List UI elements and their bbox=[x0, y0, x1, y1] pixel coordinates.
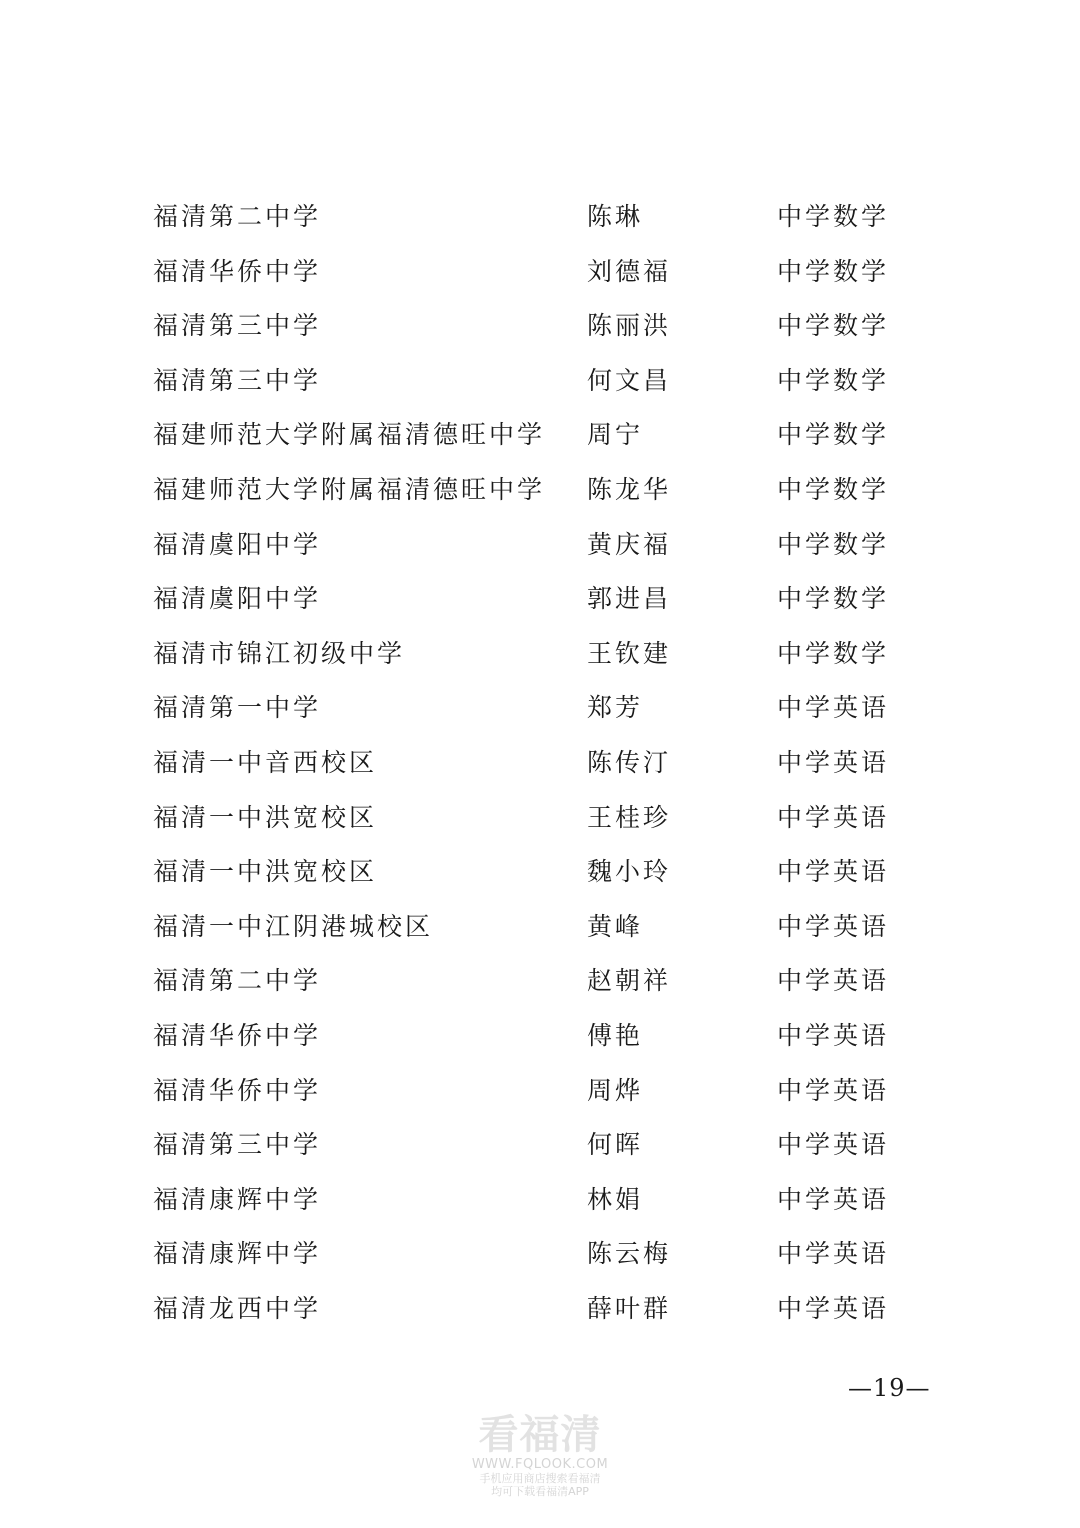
teacher-name: 林娟 bbox=[587, 1184, 644, 1214]
teacher-name: 陈传汀 bbox=[587, 747, 672, 777]
watermark-line-2: 均可下载看福清APP bbox=[491, 1484, 589, 1498]
subject-name: 中学数学 bbox=[777, 256, 890, 286]
school-name: 福清第二中学 bbox=[153, 202, 322, 231]
watermark bbox=[440, 1412, 640, 1498]
school-name: 福清虞阳中学 bbox=[153, 529, 322, 559]
subject-name: 中学英语 bbox=[777, 911, 890, 941]
table-row bbox=[0, 354, 1080, 409]
subject-name: 中学数学 bbox=[777, 311, 890, 341]
table-row bbox=[0, 1282, 1080, 1337]
school-name: 福清第二中学 bbox=[153, 966, 322, 996]
teacher-name: 郑芳 bbox=[587, 693, 644, 723]
table-row bbox=[0, 1227, 1080, 1282]
subject-name: 中学英语 bbox=[777, 1020, 890, 1050]
teacher-name: 何文昌 bbox=[587, 365, 672, 395]
subject-name: 中学数学 bbox=[777, 529, 890, 559]
table-row bbox=[0, 1173, 1080, 1228]
subject-name: 中学英语 bbox=[777, 1130, 890, 1160]
watermark-title: 看福清 bbox=[478, 1412, 602, 1458]
table-row bbox=[0, 736, 1080, 791]
table-row bbox=[0, 954, 1080, 1009]
teacher-name: 陈丽洪 bbox=[587, 311, 672, 341]
school-name: 福清华侨中学 bbox=[153, 1020, 322, 1050]
school-name: 福清一中江阴港城校区 bbox=[153, 911, 434, 941]
teacher-name: 陈龙华 bbox=[587, 474, 672, 504]
subject-name: 中学英语 bbox=[777, 1293, 890, 1323]
teacher-name: 周烨 bbox=[587, 1075, 644, 1105]
teacher-name: 陈琳 bbox=[587, 202, 644, 231]
watermark-url: WWW.FQLOOK.COM bbox=[471, 1457, 609, 1472]
teacher-name: 黄峰 bbox=[587, 911, 644, 941]
teacher-name: 王钦建 bbox=[587, 638, 672, 668]
school-name: 福清一中洪宽校区 bbox=[153, 857, 378, 887]
table-row bbox=[0, 299, 1080, 354]
table-row bbox=[0, 463, 1080, 518]
subject-name: 中学英语 bbox=[777, 1184, 890, 1214]
teacher-name: 薛叶群 bbox=[587, 1293, 672, 1323]
school-name: 福建师范大学附属福清德旺中学 bbox=[153, 420, 546, 450]
teacher-name: 周宁 bbox=[587, 420, 644, 450]
teacher-name: 陈云梅 bbox=[587, 1239, 672, 1269]
school-name: 福清第三中学 bbox=[153, 365, 322, 395]
school-name: 福清第三中学 bbox=[153, 1130, 322, 1160]
school-name: 福建师范大学附属福清德旺中学 bbox=[153, 474, 546, 504]
table-row bbox=[0, 627, 1080, 682]
table-row bbox=[0, 845, 1080, 900]
table-row bbox=[0, 190, 1080, 245]
subject-name: 中学数学 bbox=[777, 638, 890, 668]
school-name: 福清一中音西校区 bbox=[153, 747, 378, 777]
subject-name: 中学数学 bbox=[777, 474, 890, 504]
school-name: 福清华侨中学 bbox=[153, 1075, 322, 1105]
table-row bbox=[0, 408, 1080, 463]
subject-name: 中学英语 bbox=[777, 1075, 890, 1105]
watermark-line-1: 手机应用商店搜索看福清 bbox=[479, 1471, 601, 1485]
teacher-name: 魏小玲 bbox=[587, 857, 672, 887]
school-name: 福清一中洪宽校区 bbox=[153, 802, 378, 832]
subject-name: 中学英语 bbox=[777, 802, 890, 832]
school-name: 福清第一中学 bbox=[153, 693, 322, 723]
subject-name: 中学英语 bbox=[777, 693, 890, 723]
table-row bbox=[0, 1064, 1080, 1119]
school-name: 福清龙西中学 bbox=[153, 1293, 322, 1323]
subject-name: 中学英语 bbox=[777, 747, 890, 777]
page-number: —19— bbox=[848, 1374, 931, 1402]
table-row bbox=[0, 681, 1080, 736]
subject-name: 中学数学 bbox=[777, 365, 890, 395]
teacher-name: 郭进昌 bbox=[587, 584, 672, 614]
subject-name: 中学数学 bbox=[777, 202, 890, 231]
table-row bbox=[0, 1009, 1080, 1064]
table-row bbox=[0, 518, 1080, 573]
table-row bbox=[0, 572, 1080, 627]
teacher-name: 刘德福 bbox=[587, 256, 672, 286]
table-row bbox=[0, 1118, 1080, 1173]
subject-name: 中学英语 bbox=[777, 857, 890, 887]
table-row bbox=[0, 791, 1080, 846]
teacher-name: 王桂珍 bbox=[587, 802, 672, 832]
table-row bbox=[0, 245, 1080, 300]
subject-name: 中学英语 bbox=[777, 966, 890, 996]
teacher-name: 傅艳 bbox=[587, 1020, 644, 1050]
teacher-name: 何晖 bbox=[587, 1130, 644, 1160]
subject-name: 中学英语 bbox=[777, 1239, 890, 1269]
subject-name: 中学数学 bbox=[777, 420, 890, 450]
school-name: 福清康辉中学 bbox=[153, 1184, 322, 1214]
school-name: 福清虞阳中学 bbox=[153, 584, 322, 614]
subject-name: 中学数学 bbox=[777, 584, 890, 614]
school-name: 福清康辉中学 bbox=[153, 1239, 322, 1269]
teacher-name: 赵朝祥 bbox=[587, 966, 672, 996]
school-name: 福清第三中学 bbox=[153, 311, 322, 341]
school-name: 福清市锦江初级中学 bbox=[153, 638, 406, 668]
teacher-list bbox=[0, 190, 1080, 1336]
school-name: 福清华侨中学 bbox=[153, 256, 322, 286]
teacher-name: 黄庆福 bbox=[587, 529, 672, 559]
table-row bbox=[0, 900, 1080, 955]
